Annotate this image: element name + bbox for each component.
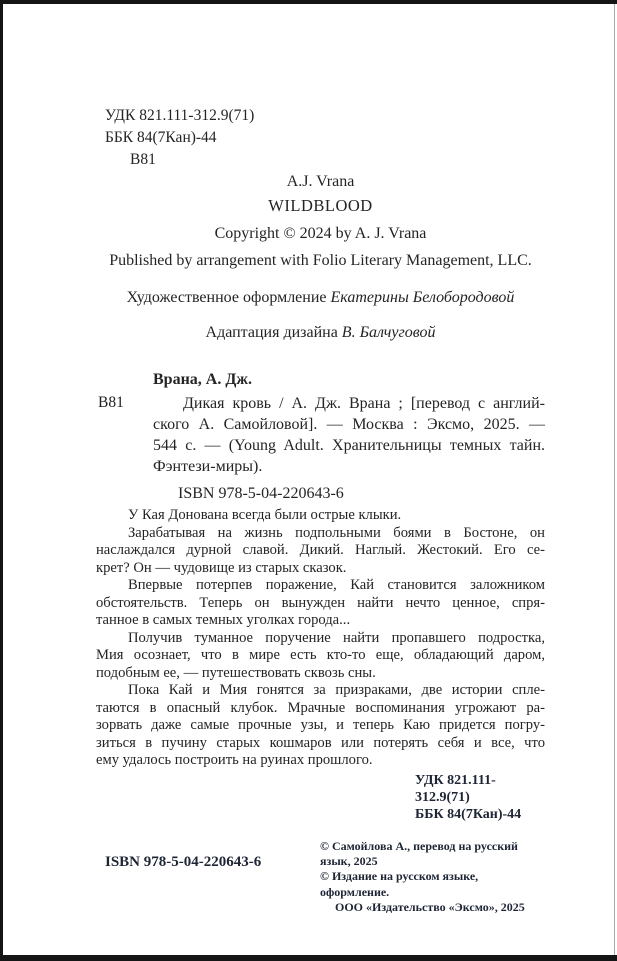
text-line: Зарабатывая на жизнь подпольными боями в Бостоне, он [128,524,545,541]
adaptation-credit-label: Адаптация дизайна [205,324,338,341]
original-book-title: WILDBLOOD [268,196,373,215]
footer-isbn: ISBN 978-5-04-220643-6 [105,854,262,870]
scan-frame-right [614,4,615,955]
annotation-paragraph [96,507,545,525]
bottom-bbk-code: ББК 84(7Кан)-44 [415,807,522,822]
text-line: Фэнтези-миры). [153,458,263,475]
design-credit [96,288,545,308]
udk-code: УДК 821.111-312.9(71) [105,107,255,124]
annotation-paragraph [96,577,545,630]
text-line: ему удалось построить на руинах прошлого. [96,752,373,768]
annotation-text [96,507,545,770]
catalog-entry [153,393,545,477]
text-line: танное в самых темных уголках города... [96,612,351,628]
translation-copyright: © Самойлова А., перевод на русский язык, 2025 [320,839,518,869]
text-line: наслаждался дурной славой. Дикий. Наглый. Жестокий. Его се- [96,542,545,558]
text-line: зиться в пучину старых кошмаров или потерять себя и все, что [96,734,545,751]
bbk-code: ББК 84(7Кан)-44 [105,129,217,146]
adaptation-credit [96,323,545,343]
text-line: крет? Он — чудовище из старых сказок. [96,559,347,576]
scan-frame-bottom [0,955,617,961]
author-sign-code: В81 [130,151,156,168]
published-line: Published by arrangement with Folio Literary Management, LLC. [109,252,532,269]
scan-frame-left [0,0,3,961]
footer-copyright-block [320,839,545,915]
annotation-paragraph [96,682,545,770]
text-line: Получив туманное поручение найти пропавшего подростка, [128,629,545,646]
design-credit-label: Художественное оформление [126,289,327,306]
annotation-paragraph [96,630,545,683]
text-line: ского А. Самойловой]. — Москва : Эксмо, 2025. — [153,416,545,433]
copyright-line: Copyright © 2024 by A. J. Vrana [214,225,427,242]
edition-copyright-line2: ООО «Издательство «Эксмо», 2025 [335,899,525,914]
adaptation-credit-name: В. Балчуговой [341,324,436,341]
annotation-paragraph [96,525,545,578]
catalog-author: Врана, А. Дж. [153,371,252,388]
text-line: обстоятельств. Теперь он вынужден найти нечто ценное, спря- [96,594,545,611]
bottom-udk-code: УДК 821.111-312.9(71) [415,773,496,805]
edition-copyright-line1: © Издание на русском языке, оформление. [320,869,479,899]
scan-frame-top [0,0,617,4]
text-line: подобным ее, — путешествовать сквозь сны. [96,664,376,681]
text-line: Пока Кай и Мия гонятся за призраками, две истории спле- [128,682,545,698]
text-line: У Кая Донована всегда были острые клыки. [128,507,402,523]
catalog-author-sign: В81 [98,394,124,411]
text-line: зорвать даже самые прочные узы, и теперь Каю придется погру- [96,717,545,733]
text-line: Дикая кровь / А. Дж. Врана ; [перевод с англий- [183,395,545,412]
original-author-name: A.J. Vrana [286,173,355,190]
text-line: Мия осознает, что в мире есть кто-то еще, обладающий даром, [96,647,545,663]
bottom-classification-block [415,772,545,823]
text-line: Впервые потерпев поражение, Кай становится заложником [128,577,545,593]
design-credit-name: Екатерины Белобородовой [330,289,515,306]
top-classification-block [105,105,254,171]
catalog-isbn: ISBN 978-5-04-220643-6 [178,485,344,502]
text-line: 544 с. — (Young Adult. Хранительницы темных тайн. [153,437,545,454]
text-line: таются в опасный клубок. Мрачные воспоминания угрожают ра- [96,699,545,716]
